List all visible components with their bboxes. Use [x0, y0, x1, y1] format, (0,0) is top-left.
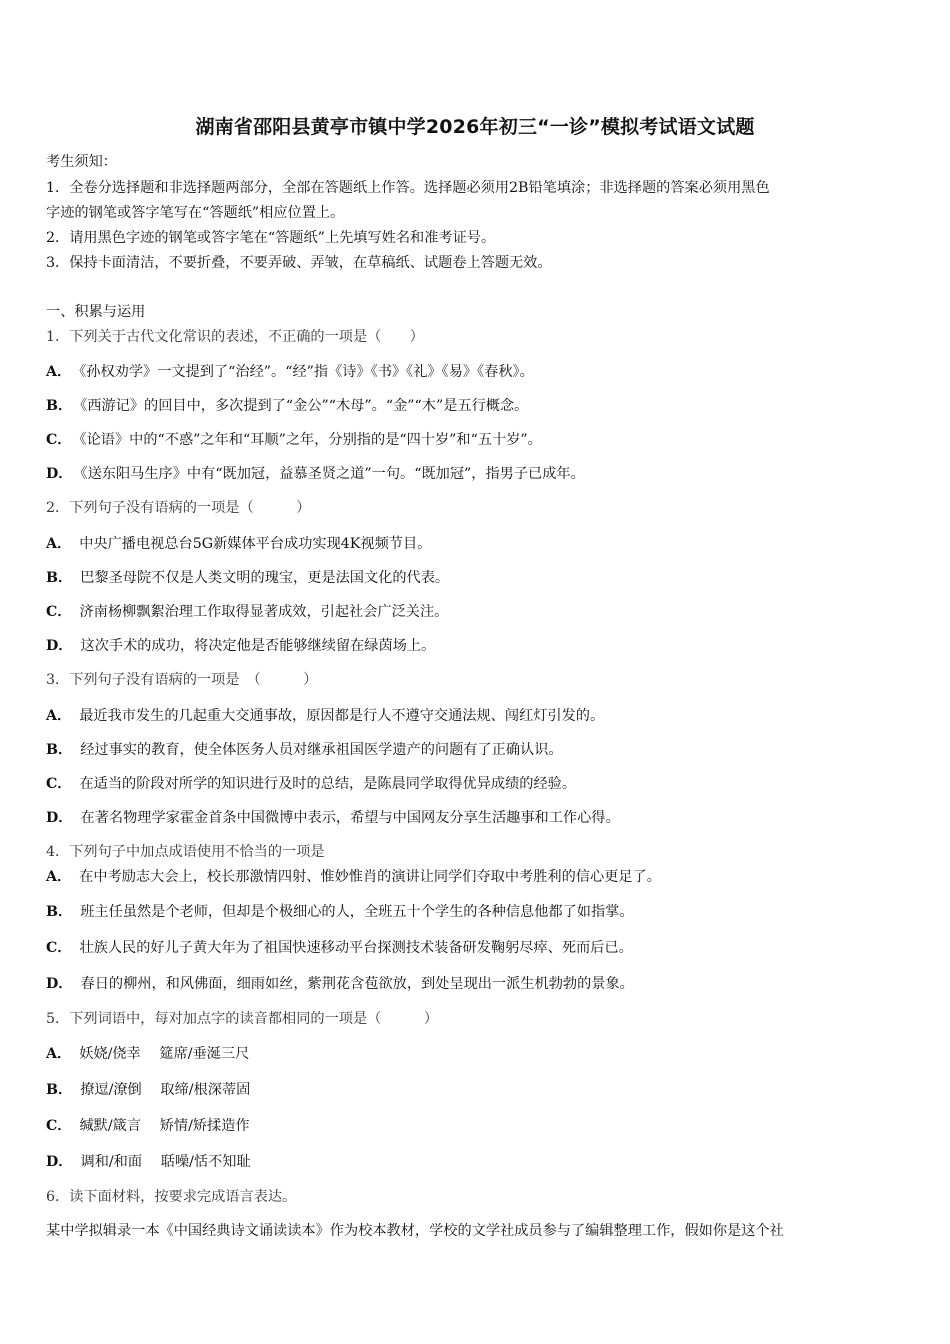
option-a[interactable] [46, 867, 661, 887]
question-stem: 6．读下面材料，按要求完成语言表达。 [46, 1189, 297, 1205]
passage-text: 某中学拟辑录一本《中国经典诗文诵读读本》作为校本教材，学校的文学社成员参与了编辑整理工作，假如你是这个社 [46, 1223, 784, 1239]
notice-item: 1．全卷分选择题和非选择题两部分，全部在答题纸上作答。选择题必须用2B铅笔填涂；非选择题的答案必须用黑色 [46, 180, 770, 196]
option-letter: B． [46, 570, 73, 586]
option-text: 妖娆/侥幸 筵席/垂涎三尺 [79, 1046, 250, 1062]
option-letter: B． [46, 742, 73, 758]
option-b[interactable] [46, 740, 563, 760]
option-d[interactable] [46, 1152, 251, 1172]
option-letter: C． [46, 604, 72, 620]
option-d[interactable] [46, 808, 620, 828]
option-c[interactable] [46, 938, 633, 958]
option-text: 《送东阳马生序》中有“既加冠，益慕圣贤之道”一句。“既加冠”，指男子已成年。 [80, 466, 585, 482]
option-a[interactable] [46, 534, 431, 554]
option-text: 调和/和面 聒噪/恬不知耻 [80, 1154, 251, 1170]
option-text: 这次手术的成功，将决定他是否能够继续留在绿茵场上。 [80, 638, 436, 654]
option-c[interactable] [46, 774, 576, 794]
option-b[interactable] [46, 1080, 250, 1100]
option-letter: C． [46, 1118, 72, 1134]
option-text: 班主任虽然是个老师，但却是个极细心的人，全班五十个学生的各种信息他都了如指掌。 [80, 904, 634, 920]
option-letter: A． [46, 1046, 72, 1062]
section-heading: 一、积累与运用 [46, 304, 146, 320]
question-stem: 2．下列句子没有语病的一项是（ ） [46, 500, 311, 516]
option-letter: C． [46, 776, 72, 792]
option-text: 巴黎圣母院不仅是人类文明的瑰宝，更是法国文化的代表。 [80, 570, 450, 586]
option-c[interactable] [46, 1116, 250, 1136]
option-letter: D． [46, 1154, 73, 1170]
notice-heading: 考生须知： [46, 154, 117, 170]
option-b[interactable] [46, 396, 528, 416]
option-c[interactable] [46, 602, 448, 622]
page-title: 湖南省邵阳县黄亭市镇中学2026年初三“一诊”模拟考试语文试题 [195, 116, 755, 138]
option-text: 济南杨柳飘絮治理工作取得显著成效，引起社会广泛关注。 [79, 604, 449, 620]
option-text: 在适当的阶段对所学的知识进行及时的总结，是陈晨同学取得优异成绩的经验。 [79, 776, 577, 792]
option-letter: D． [46, 638, 73, 654]
notice-item: 2．请用黑色字迹的钢笔或答字笔在“答题纸”上先填写姓名和准考证号。 [46, 230, 496, 246]
option-letter: A． [46, 536, 72, 552]
option-letter: A． [46, 708, 72, 724]
option-text: 撩逗/潦倒 取缔/根深蒂固 [80, 1082, 251, 1098]
option-letter: B． [46, 398, 73, 414]
option-letter: D． [46, 976, 73, 992]
option-a[interactable] [46, 706, 604, 726]
option-text: 在中考励志大会上，校长那激情四射、惟妙惟肖的演讲让同学们夺取中考胜利的信心更足了。 [79, 869, 661, 885]
option-c[interactable] [46, 430, 542, 450]
option-letter: D． [46, 466, 73, 482]
option-text: 缄默/箴言 矫情/矫揉造作 [79, 1118, 250, 1134]
option-text: 《论语》中的“不惑”之年和“耳顺”之年，分别指的是“四十岁”和“五十岁”。 [79, 432, 542, 448]
option-text: 壮族人民的好儿子黄大年为了祖国快速移动平台探测技术装备研发鞠躬尽瘁、死而后已。 [79, 940, 633, 956]
option-b[interactable] [46, 568, 449, 588]
option-letter: C． [46, 940, 72, 956]
option-a[interactable] [46, 1044, 249, 1064]
option-letter: B． [46, 904, 73, 920]
notice-item: 3．保持卡面清洁，不要折叠，不要弄破、弄皱，在草稿纸、试题卷上答题无效。 [46, 255, 552, 271]
option-letter: C． [46, 432, 72, 448]
option-letter: B． [46, 1082, 73, 1098]
question-stem: 1．下列关于古代文化常识的表述，不正确的一项是（ ） [46, 329, 424, 345]
option-text: 《孙权劝学》一文提到了“治经”。“经”指《诗》《书》《礼》《易》《春秋》。 [79, 364, 534, 380]
option-b[interactable] [46, 902, 634, 922]
option-a[interactable] [46, 362, 534, 382]
option-letter: D． [46, 810, 73, 826]
notice-item: 字迹的钢笔或答字笔写在“答题纸”相应位置上。 [46, 205, 345, 221]
question-stem: 3．下列句子没有语病的一项是 （ ） [46, 672, 318, 688]
option-text: 《西游记》的回目中，多次提到了“金公”“木母”。“金”“木”是五行概念。 [80, 398, 529, 414]
option-letter: A． [46, 869, 72, 885]
option-text: 经过事实的教育，使全体医务人员对继承祖国医学遗产的问题有了正确认识。 [80, 742, 563, 758]
question-stem: 5．下列词语中，每对加点字的读音都相同的一项是（ ） [46, 1011, 439, 1027]
option-letter: A． [46, 364, 72, 380]
option-text: 最近我市发生的几起重大交通事故，原因都是行人不遵守交通法规、闯红灯引发的。 [79, 708, 605, 724]
option-text: 春日的柳州，和风佛面，细雨如丝，紫荆花含苞欲放，到处呈现出一派生机勃勃的景象。 [80, 976, 634, 992]
question-stem: 4．下列句子中加点成语使用不恰当的一项是 [46, 844, 325, 860]
option-text: 在著名物理学家霍金首条中国微博中表示，希望与中国网友分享生活趣事和工作心得。 [80, 810, 620, 826]
option-d[interactable] [46, 464, 585, 484]
option-d[interactable] [46, 636, 435, 656]
option-text: 中央广播电视总台5G新媒体平台成功实现4K视频节目。 [79, 536, 432, 552]
option-d[interactable] [46, 974, 634, 994]
